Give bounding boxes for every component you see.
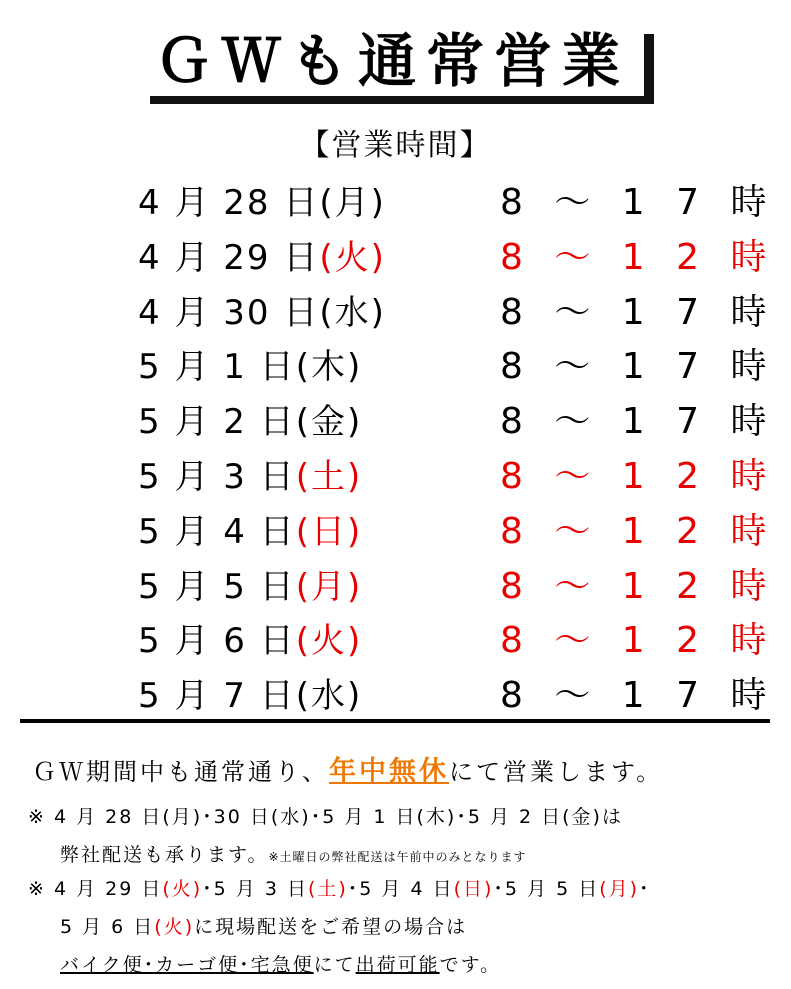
day-of-week: (金) <box>295 402 363 443</box>
lead-before: ＧＷ期間中も通常通り、 <box>32 758 329 786</box>
schedule-row <box>0 614 791 669</box>
lead-text <box>32 752 663 792</box>
note2-line2 <box>60 912 467 942</box>
schedule-row <box>0 176 791 231</box>
day-of-week: (水) <box>295 676 363 717</box>
schedule-row <box>0 505 791 560</box>
date-text: 5 月 3 日 <box>138 456 296 497</box>
date-text: 5 月 6 日 <box>138 621 296 662</box>
date-text: 5 月 2 日 <box>138 402 296 443</box>
note2-l3-mid: にて <box>313 954 356 976</box>
schedule-row <box>0 395 791 450</box>
note1-line2-text: 弊社配送も承ります。 <box>60 844 269 866</box>
business-hours: 8 ～ 1 7 時 <box>500 401 777 443</box>
schedule-row <box>0 231 791 286</box>
date-text: 5 月 4 日 <box>138 511 296 552</box>
lead-highlight: 年中無休 <box>329 756 449 787</box>
shipping-available: 出荷可能 <box>355 954 440 976</box>
day-of-week: (日) <box>295 511 363 552</box>
note1-line2 <box>60 840 527 872</box>
date-text: 5 月 7 日 <box>138 676 296 717</box>
day-of-week: (火) <box>295 621 363 662</box>
schedule-date <box>138 450 362 504</box>
day-of-week: (火) <box>319 237 386 278</box>
day-of-week: (水) <box>319 292 386 333</box>
divider <box>20 719 770 723</box>
schedule-date <box>138 560 362 614</box>
note2-l2-dow: (火) <box>154 916 195 938</box>
note2-l2-text-2: に現場配送をご希望の場合は <box>194 916 468 938</box>
schedule-date <box>138 286 386 340</box>
note2-dow-4: (月) <box>599 878 640 900</box>
business-hours: 8 ～ 1 2 時 <box>500 565 777 607</box>
day-of-week: (土) <box>295 456 363 497</box>
delivery-methods: バイク便･カーゴ便･宅急便 <box>60 954 314 976</box>
schedule-date <box>138 395 362 449</box>
date-text: 4 月 30 日 <box>138 292 320 333</box>
schedule-date <box>138 231 386 285</box>
note1-small: ※土曜日の弊社配送は午前中のみとなります <box>268 850 527 864</box>
schedule-date <box>138 505 362 559</box>
business-hours: 8 ～ 1 7 時 <box>500 675 777 717</box>
note2-text-4: ･5 月 5 日 <box>493 878 600 900</box>
day-of-week: (木) <box>295 347 363 388</box>
note2-dow-2: (土) <box>307 878 348 900</box>
schedule-row <box>0 669 791 724</box>
day-of-week: (月) <box>295 566 363 607</box>
date-text: 5 月 5 日 <box>138 566 296 607</box>
schedule-date <box>138 340 362 394</box>
business-hours: 8 ～ 1 2 時 <box>500 510 777 552</box>
date-text: 5 月 1 日 <box>138 347 296 388</box>
business-hours: 8 ～ 1 2 時 <box>500 620 777 662</box>
note1-line1: ※ 4 月 28 日(月)･30 日(水)･5 月 1 日(木)･5 月 2 日(金)は <box>28 806 623 828</box>
note2-dow-3: (日) <box>453 878 494 900</box>
schedule-date <box>138 176 386 230</box>
note2-line3 <box>60 950 501 980</box>
schedule-row <box>0 340 791 395</box>
business-hours: 8 ～ 1 7 時 <box>500 182 777 223</box>
note2-text-3: ･5 月 4 日 <box>347 878 454 900</box>
note2-l3-end: です。 <box>439 954 502 976</box>
page-title: ＧＷも通常営業 <box>140 26 644 96</box>
business-hours: 8 ～ 1 2 時 <box>500 455 777 497</box>
schedule-row <box>0 450 791 505</box>
schedule-row <box>0 560 791 615</box>
date-text: 4 月 29 日 <box>138 237 320 278</box>
day-of-week: (月) <box>319 183 386 223</box>
note2-dow-1: (火) <box>162 878 203 900</box>
schedule-date <box>138 614 362 668</box>
date-text: 4 月 28 日 <box>138 183 320 223</box>
note2-line1 <box>28 874 651 904</box>
schedule-row <box>0 286 791 341</box>
note2-text-5: ･ <box>639 878 651 900</box>
note2-text-1: ※ 4 月 29 日 <box>28 878 163 900</box>
lead-after: にて営業します。 <box>449 758 664 786</box>
business-hours: 8 ～ 1 7 時 <box>500 346 777 388</box>
business-hours: 8 ～ 1 7 時 <box>500 291 777 333</box>
schedule-list <box>0 176 791 724</box>
hours-heading: 【営業時間】 <box>299 128 492 163</box>
note2-l2-text-1: 5 月 6 日 <box>60 916 155 938</box>
title-banner <box>140 26 660 106</box>
note2-text-2: ･5 月 3 日 <box>202 878 308 900</box>
business-hours: 8 ～ 1 2 時 <box>500 236 777 278</box>
schedule-date <box>138 669 362 723</box>
